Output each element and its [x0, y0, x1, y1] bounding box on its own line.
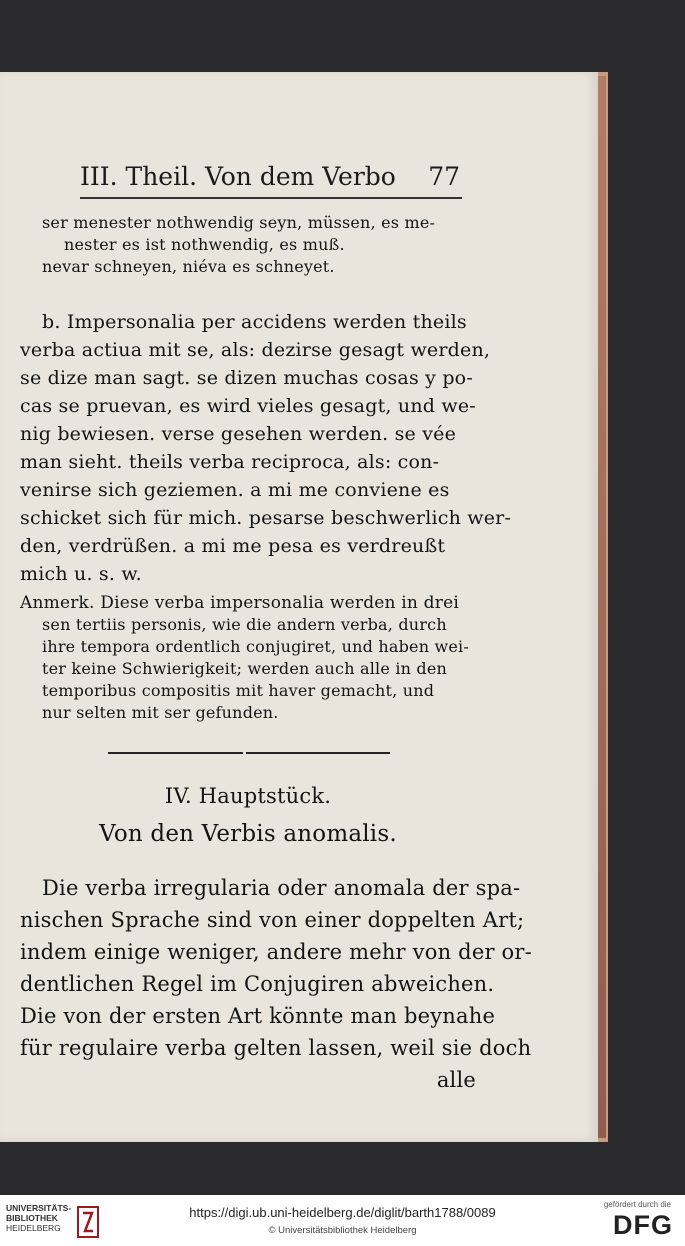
running-header [80, 162, 460, 198]
anmerkung [20, 592, 476, 724]
text-line: ihre tempora ordentlich conjugiret, und haben wei- [42, 637, 469, 656]
text-line: se dize man sagt. se dizen muchas cosas y po- [20, 367, 473, 389]
text-line: mich u. s. w. [20, 563, 142, 585]
text-line: schicket sich für mich. pesarse beschwerlich wer- [20, 507, 512, 529]
text-line: nig bewiesen. verse gesehen werden. se vée [20, 423, 457, 445]
page-edge [598, 76, 606, 1138]
text-line: nester es ist nothwendig, es muß. [64, 235, 345, 254]
text-line: den, verdrüßen. a mi me pesa es verdreußt [20, 535, 446, 557]
ornament-rule-right [246, 752, 390, 754]
text-line: nur selten mit ser gefunden. [42, 703, 279, 722]
body-paragraph [20, 872, 532, 1096]
library-name-line: HEIDELBERG [6, 1223, 61, 1233]
text-line: b. Impersonalia per accidens werden theils [42, 311, 467, 333]
viewer-footer [0, 1195, 685, 1246]
ornament-rule-left [108, 752, 243, 754]
dfg-logo[interactable]: DFG [613, 1210, 673, 1240]
page-number: 77 [428, 162, 460, 191]
text-line: cas se pruevan, es wird vieles gesagt, und we- [20, 395, 476, 417]
permalink-url[interactable]: https://digi.ub.uni-heidelberg.de/diglit/barth1788/0089 [189, 1205, 496, 1220]
text-line: verba actiua mit se, als: dezirse gesagt werden, [20, 339, 491, 361]
chapter-number: IV. Hauptstück. [164, 784, 332, 808]
text-line: Die von der ersten Art könnte man beynahe [20, 1004, 496, 1028]
chapter-title-block [20, 818, 476, 850]
text-line: nevar schneyen, niéva es schneyet. [42, 257, 335, 276]
text-line: man sieht. theils verba reciproca, als: con- [20, 451, 440, 473]
text-line: indem einige weniger, andere mehr von der or- [20, 940, 532, 964]
library-name-line: BIBLIOTHEK [6, 1213, 58, 1223]
text-line: ser menester nothwendig seyn, müssen, es me- [42, 213, 436, 232]
chapter-title: Von den Verbis anomalis. [99, 821, 397, 847]
paragraph-b [20, 308, 512, 588]
text-line: für regulaire verba gelten lassen, weil sie doch [20, 1036, 532, 1060]
text-line: ter keine Schwierigkeit; werden auch alle in den [42, 659, 448, 678]
text-line: nischen Sprache sind von einer doppelten Art; [20, 908, 525, 932]
funding-note: gefördert durch die [603, 1200, 671, 1209]
copyright-notice: © Universitätsbibliothek Heidelberg [268, 1225, 417, 1236]
text-line: venirse sich geziemen. a mi me conviene es [20, 479, 450, 501]
text-line: Anmerk. Diese verba impersonalia werden in drei [20, 593, 459, 613]
chapter-heading [20, 780, 476, 812]
top-lines [20, 212, 476, 278]
text-line: temporibus compositis mit haver gemacht, und [42, 681, 435, 700]
header-rule [80, 197, 462, 199]
header-title: III. Theil. Von dem Verbo [80, 162, 396, 191]
library-name-line: UNIVERSITÄTS- [6, 1203, 72, 1213]
text-line: Die verba irregularia oder anomala der spa- [42, 876, 521, 900]
text-line: dentlichen Regel im Conjugiren abweichen. [20, 972, 495, 996]
text-line: sen tertiis personis, wie die andern verba, durch [42, 615, 447, 634]
catchword: alle [436, 1068, 476, 1092]
